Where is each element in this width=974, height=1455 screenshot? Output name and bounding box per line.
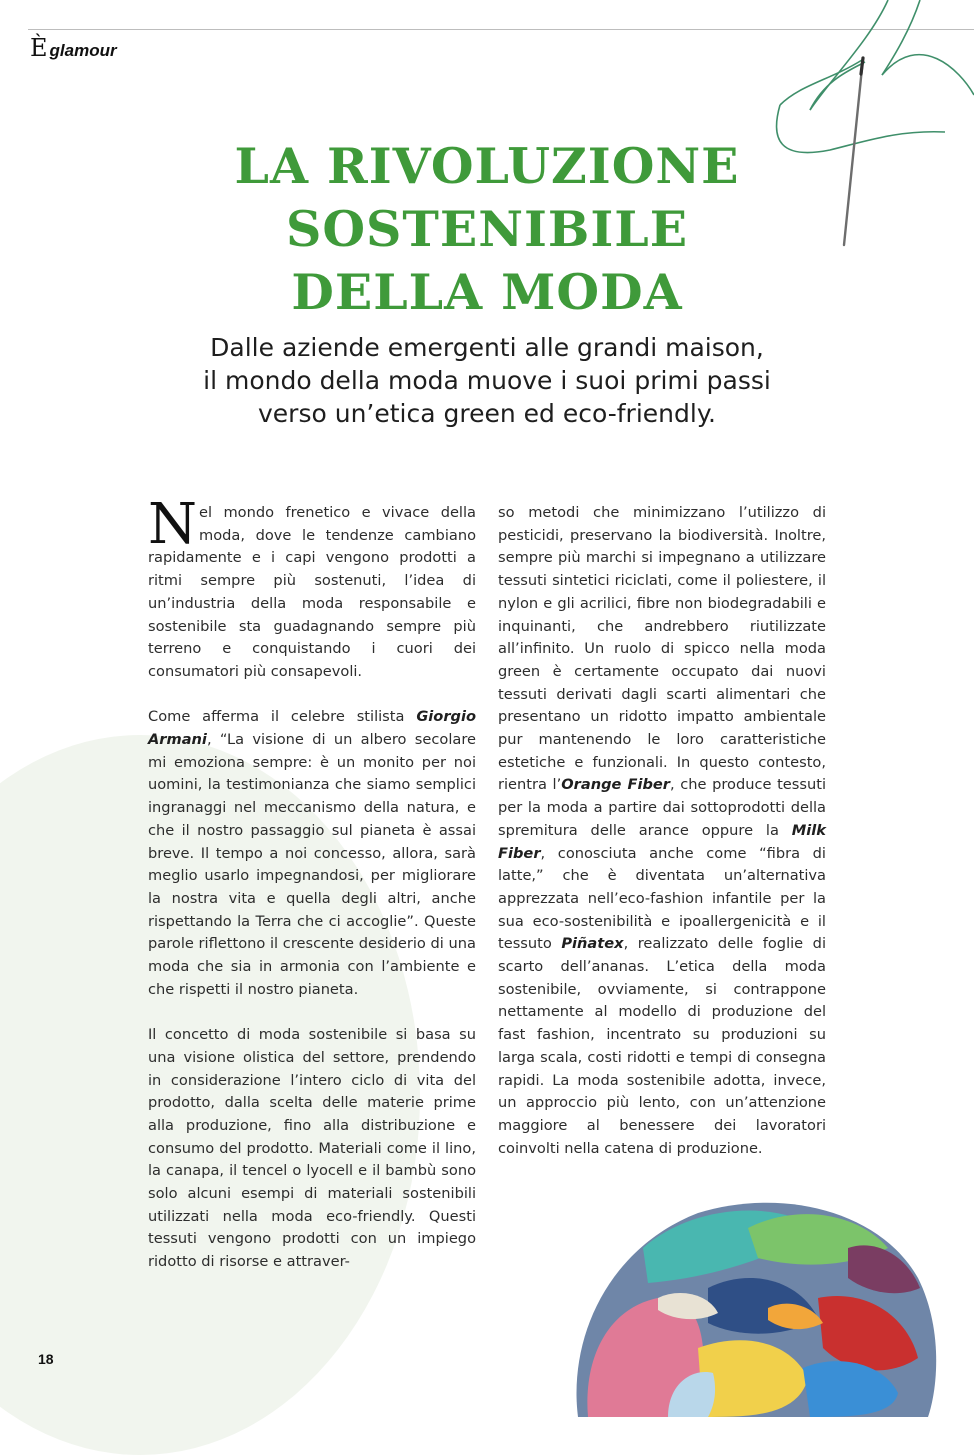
quote-text: , “La visione di un albero secolare mi emoziona sempre: è un monito per noi uomini, la testimonianza che siamo semplici ingranaggi nel meccanismo della natura, e che il nostro passaggio sul pianeta è assai breve. Il tempo a noi concesso, allora, sarà meglio usarlo impegnandosi, per migliorare la nostra vita e quella degli altri, anche rispettando la Terra che ci accoglie”. Queste parole riflettono il crescente desiderio di una moda che sia in armonia con l’ambiente e che rispetti il nostro pianeta. [148, 731, 476, 998]
brand-word: glamour [49, 41, 117, 60]
subtitle-line-3: verso un’etica green ed eco-friendly. [258, 399, 716, 428]
quote-lead: Come afferma il celebre stilista [148, 708, 417, 726]
paragraph-intro-text: el mondo frenetico e vivace della moda, dove le tendenze cambiano rapidamente e i capi vengono prodotti a ritmi sempre più sostenuti, l’idea di un’industria della moda responsabile e sostenibile sta guadagnando sempre più terreno e conquistando i cuori dei consumatori più consapevoli. [148, 504, 476, 680]
materials-text-b: , che produce tessuti per la moda a partire dai sottoprodotti della spremitura delle arance oppure la [498, 776, 827, 839]
subtitle-line-2: il mondo della moda muove i suoi primi passi [203, 366, 771, 395]
brand-pinatex: Piñatex [561, 935, 624, 953]
clothes-pile-image [548, 1188, 948, 1417]
paragraph-concept: Il concetto di moda sostenibile si basa su una visione olistica del settore, prendendo in considerazione l’intero ciclo di vita del prodotto, dalla scelta delle materie prime alla produzione, fino alla distribuzione e consumo del prodotto. Materiali come il lino, la canapa, il tencel o lyocell e il bambù sono solo alcuni esempi di materiali sostenibili utilizzati nella moda eco-friendly. Questi tessuti vengono prodotti con un impiego ridotto di risorse e attraver- [148, 1026, 476, 1271]
materials-text-d: , realizzato delle foglie di scarto dell’ananas. L’etica della moda sostenibile, ovviamente, si contrappone nettamente al modello di produzione del fast fashion, incentrato su produzioni su larga scala, costi ridotti e tempi di consegna rapidi. La moda sostenibile adotta, invece, un approccio più lento, con un’attenzione maggiore al benessere dei lavoratori coinvolti nella catena di produzione. [498, 935, 827, 1157]
materials-text-a: so metodi che minimizzano l’utilizzo di pesticidi, preservano la biodiversità. Inoltre, sempre più marchi si impegnano a utilizzare tessuti sintetici riciclati, come il poliestere, il nylon e gli acrilici, fibre non biodegradabili e inquinanti, che andrebbero riutilizzate all’infinito. Un ruolo di spicco nella moda green è certamente occupato dai nuovi tessuti derivati dagli scarti alimentari che presentano un ridotto impatto ambientale pur mantenendo le loro caratteristiche estetiche e funzionali. In questo contesto, rientra l’ [498, 504, 826, 794]
article-column-right [498, 502, 826, 1183]
article-subtitle [130, 331, 844, 430]
drop-cap: N [148, 492, 197, 557]
title-line-3: DELLA MODA [291, 263, 683, 321]
brand-orange-fiber: Orange Fiber [561, 776, 670, 794]
page-number: 18 [38, 1351, 54, 1367]
paragraph-quote [148, 706, 476, 1001]
title-line-1: LA RIVOLUZIONE [234, 137, 740, 195]
subtitle-line-1: Dalle aziende emergenti alle grandi maison, [210, 333, 764, 362]
paragraph-materials [498, 502, 826, 1160]
materials-text-c: , conosciuta anche come “fibra di latte,” che è diventata un’alternativa apprezzata nell’eco-fashion infantile per la sua eco-sostenibilità e ipoallergenicità e il tessuto [498, 844, 826, 953]
brand-mark: È [30, 34, 48, 62]
magazine-brand [30, 34, 117, 62]
article-column-left [148, 492, 476, 1297]
paragraph-intro [148, 492, 476, 684]
designer-name: Giorgio Armani [148, 708, 476, 749]
article-title [140, 135, 834, 324]
title-line-2: SOSTENIBILE [285, 200, 689, 258]
brand-milk-fiber: Milk Fiber [498, 821, 826, 862]
